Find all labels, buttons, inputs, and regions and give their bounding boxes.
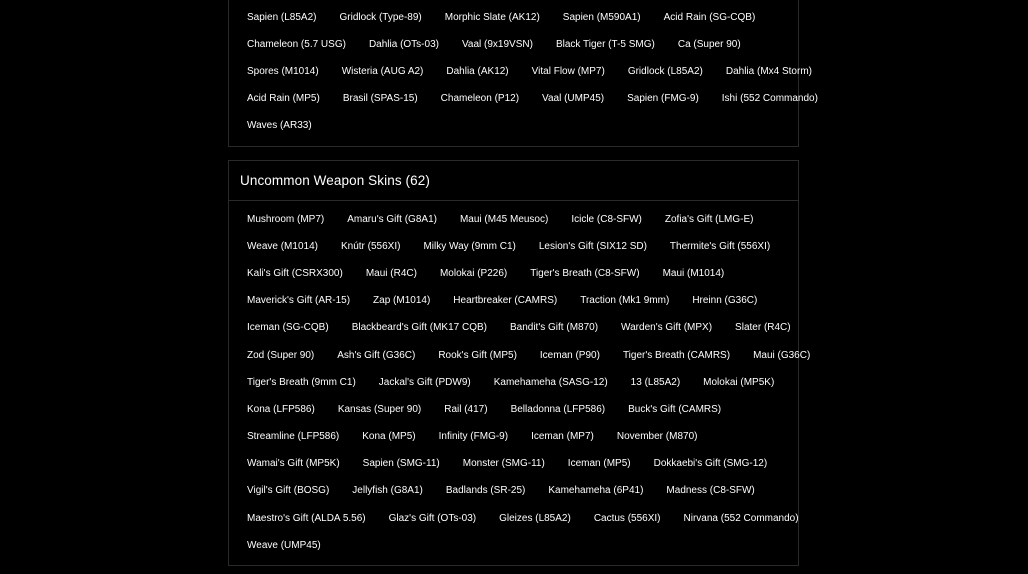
weapon-skin-item[interactable]: Acid Rain (MP5) xyxy=(247,93,320,105)
skin-row xyxy=(236,315,791,342)
weapon-skin-item[interactable]: Vaal (9x19VSN) xyxy=(461,38,533,50)
weapon-skin-item[interactable]: Weave (UMP45) xyxy=(247,539,321,551)
weapon-skin-item[interactable]: Badlands (SR-25) xyxy=(445,485,526,497)
weapon-skin-item[interactable]: Molokai (P226) xyxy=(439,267,508,279)
weapon-skin-item[interactable]: Buck's Gift (CAMRS) xyxy=(628,403,722,415)
weapon-skin-item[interactable]: Glaz's Gift (OTs-03) xyxy=(388,512,477,524)
rare-skins-list xyxy=(236,4,818,140)
weapon-skin-item[interactable]: Sapien (SMG-11) xyxy=(362,458,440,470)
weapon-skin-item[interactable]: Traction (Mk1 9mm) xyxy=(580,295,670,307)
weapon-skin-item[interactable]: Tiger's Breath (C8-SFW) xyxy=(530,267,640,279)
skin-row xyxy=(236,478,791,505)
weapon-skin-item[interactable]: Knútr (556XI) xyxy=(340,240,401,252)
weapon-skin-item[interactable]: Hreinn (G36C) xyxy=(692,295,758,307)
weapon-skin-item[interactable]: Rail (417) xyxy=(444,403,488,415)
weapon-skin-item[interactable]: Waves (AR33) xyxy=(247,120,312,132)
skin-row xyxy=(236,31,791,58)
weapon-skin-item[interactable]: Kansas (Super 90) xyxy=(337,403,422,415)
weapon-skin-item[interactable]: Iceman (MP5) xyxy=(567,458,631,470)
weapon-skin-item[interactable]: Chameleon (P12) xyxy=(440,93,520,105)
weapon-skin-item[interactable]: Ca (Super 90) xyxy=(677,38,741,50)
weapon-skin-item[interactable]: Gleizes (L85A2) xyxy=(499,512,571,524)
weapon-skin-item[interactable]: Chameleon (5.7 USG) xyxy=(247,38,346,50)
weapon-skin-item[interactable]: Vaal (UMP45) xyxy=(542,93,605,105)
weapon-skin-item[interactable]: Zod (Super 90) xyxy=(247,349,315,361)
weapon-skin-item[interactable]: Iceman (SG-CQB) xyxy=(247,322,329,334)
weapon-skin-item[interactable]: Dokkaebi's Gift (SMG-12) xyxy=(653,458,768,470)
weapon-skin-item[interactable]: Tiger's Breath (9mm C1) xyxy=(247,376,356,388)
weapon-skin-item[interactable]: Zap (M1014) xyxy=(373,295,431,307)
uncommon-skins-list xyxy=(236,206,811,559)
weapon-skin-item[interactable]: Acid Rain (SG-CQB) xyxy=(663,11,756,23)
weapon-skin-item[interactable]: Kamehameha (6P41) xyxy=(548,485,644,497)
weapon-skin-item[interactable]: Dahlia (Mx4 Storm) xyxy=(725,65,812,77)
weapon-skin-item[interactable]: Sapien (M590A1) xyxy=(562,11,641,23)
skin-row xyxy=(236,505,799,532)
weapon-skin-item[interactable]: Slater (R4C) xyxy=(735,322,791,334)
weapon-skin-item[interactable]: Morphic Slate (AK12) xyxy=(444,11,540,23)
skin-row xyxy=(236,424,791,451)
uncommon-weapon-skins-panel xyxy=(228,160,811,566)
weapon-skin-item[interactable]: Monster (SMG-11) xyxy=(462,458,545,470)
weapon-skin-item[interactable]: Icicle (C8-SFW) xyxy=(571,213,642,225)
weapon-skin-item[interactable]: Molokai (MP5K) xyxy=(703,376,775,388)
weapon-skin-item[interactable]: Rook's Gift (MP5) xyxy=(438,349,517,361)
weapon-skin-item[interactable]: Maui (R4C) xyxy=(365,267,417,279)
skin-row xyxy=(236,260,791,287)
skin-row xyxy=(236,206,791,233)
uncommon-section-header xyxy=(229,161,798,201)
weapon-skin-item[interactable]: Jackal's Gift (PDW9) xyxy=(378,376,471,388)
weapon-skin-item[interactable]: Kali's Gift (CSRX300) xyxy=(247,267,343,279)
weapon-skin-item[interactable]: Maverick's Gift (AR-15) xyxy=(247,295,351,307)
weapon-skin-item[interactable]: Tiger's Breath (CAMRS) xyxy=(622,349,731,361)
skin-row xyxy=(236,288,791,315)
weapon-skin-item[interactable]: Gridlock (Type-89) xyxy=(339,11,422,23)
weapon-skin-item[interactable]: Maui (G36C) xyxy=(753,349,811,361)
weapon-skin-item[interactable]: Zofia's Gift (LMG-E) xyxy=(664,213,754,225)
weapon-skin-item[interactable]: Ishi (552 Commando) xyxy=(721,93,818,105)
weapon-skin-item[interactable]: Sapien (FMG-9) xyxy=(627,93,699,105)
weapon-skin-item[interactable]: Brasil (SPAS-15) xyxy=(342,93,418,105)
weapon-skin-item[interactable]: Thermite's Gift (556XI) xyxy=(669,240,771,252)
weapon-skin-item[interactable]: Spores (M1014) xyxy=(247,65,319,77)
weapon-skin-item[interactable]: Maui (M1014) xyxy=(662,267,725,279)
weapon-skin-item[interactable]: Maestro's Gift (ALDA 5.56) xyxy=(247,512,366,524)
weapon-skin-item[interactable]: Iceman (P90) xyxy=(539,349,600,361)
skin-row xyxy=(236,451,791,478)
skin-row xyxy=(236,369,791,396)
weapon-skin-item[interactable]: Streamline (LFP586) xyxy=(247,431,340,443)
skin-row xyxy=(236,86,818,113)
weapon-skin-item[interactable]: Warden's Gift (MPX) xyxy=(621,322,713,334)
weapon-skin-item[interactable]: Infinity (FMG-9) xyxy=(438,431,509,443)
weapon-skin-item[interactable]: Mushroom (MP7) xyxy=(247,213,325,225)
weapon-skin-item[interactable]: Madness (C8-SFW) xyxy=(666,485,755,497)
weapon-skin-item[interactable]: Vigil's Gift (BOSG) xyxy=(247,485,330,497)
skin-row xyxy=(236,396,791,423)
skin-row xyxy=(236,4,791,31)
rare-weapon-skins-panel xyxy=(228,0,818,147)
uncommon-section-title: Uncommon Weapon Skins (62) xyxy=(240,173,430,188)
skin-row xyxy=(236,532,791,559)
weapon-skin-item[interactable]: Ash's Gift (G36C) xyxy=(337,349,416,361)
skin-row xyxy=(236,233,791,260)
weapon-skin-item[interactable]: Lesion's Gift (SIX12 SD) xyxy=(538,240,647,252)
weapon-skin-item[interactable]: Dahlia (OTs-03) xyxy=(368,38,439,50)
weapon-skin-item[interactable]: Cactus (556XI) xyxy=(593,512,661,524)
skin-row xyxy=(236,58,812,85)
skin-row xyxy=(236,113,791,140)
weapon-skin-item[interactable]: Wamai's Gift (MP5K) xyxy=(247,458,340,470)
weapon-skin-item[interactable]: Wisteria (AUG A2) xyxy=(341,65,424,77)
weapon-skin-item[interactable]: Blackbeard's Gift (MK17 CQB) xyxy=(351,322,487,334)
weapon-skin-item[interactable]: Sapien (L85A2) xyxy=(247,11,317,23)
weapon-skin-item[interactable]: Maui (M45 Meusoc) xyxy=(459,213,549,225)
weapon-skin-item[interactable]: Bandit's Gift (M870) xyxy=(509,322,599,334)
weapon-skin-item[interactable]: Amaru's Gift (G8A1) xyxy=(347,213,437,225)
weapon-skin-item[interactable]: Vital Flow (MP7) xyxy=(531,65,605,77)
weapon-skin-item[interactable]: Kamehameha (SASG-12) xyxy=(493,376,608,388)
weapon-skin-item[interactable]: 13 (L85A2) xyxy=(630,376,681,388)
weapon-skin-item[interactable]: Nirvana (552 Commando) xyxy=(683,512,799,524)
weapon-skin-item[interactable]: Belladonna (LFP586) xyxy=(510,403,606,415)
weapon-skin-item[interactable]: Iceman (MP7) xyxy=(531,431,594,443)
skin-row xyxy=(236,342,811,369)
weapon-skin-item[interactable]: November (M870) xyxy=(616,431,698,443)
weapon-skin-item[interactable]: Heartbreaker (CAMRS) xyxy=(453,295,558,307)
weapon-skin-item[interactable]: Gridlock (L85A2) xyxy=(627,65,703,77)
weapon-skin-item[interactable]: Black Tiger (T-5 SMG) xyxy=(555,38,655,50)
weapon-skin-item[interactable]: Weave (M1014) xyxy=(247,240,318,252)
weapon-skin-item[interactable]: Kona (LFP586) xyxy=(247,403,315,415)
weapon-skin-item[interactable]: Milky Way (9mm C1) xyxy=(423,240,516,252)
weapon-skin-item[interactable]: Kona (MP5) xyxy=(362,431,416,443)
weapon-skin-item[interactable]: Dahlia (AK12) xyxy=(446,65,509,77)
weapon-skin-item[interactable]: Jellyfish (G8A1) xyxy=(352,485,423,497)
